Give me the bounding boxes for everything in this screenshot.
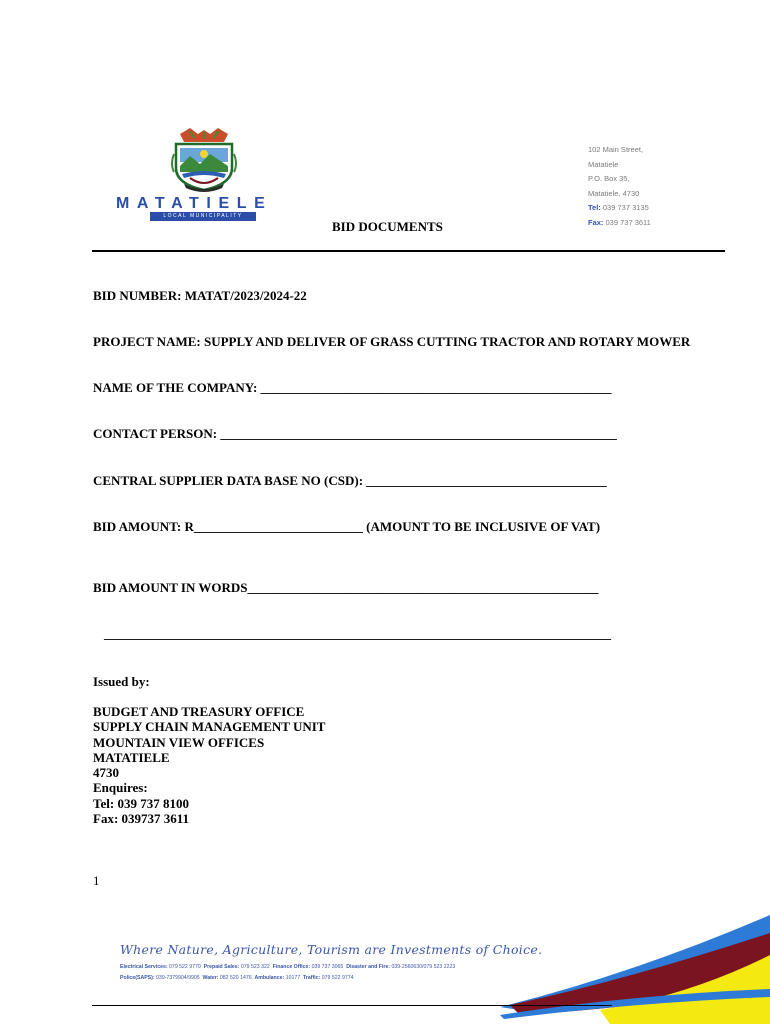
fax-label: Fax: (588, 217, 604, 227)
contact-label: Prepaid Sales: (203, 964, 240, 970)
issuer-line: 4730 (93, 765, 119, 781)
bid-number: BID NUMBER: MATAT/2023/2024-22 (93, 288, 307, 303)
bid-amount-words-continuation[interactable]: ______________________________________________________________________________ (104, 626, 611, 641)
document-title: BID DOCUMENTS (332, 219, 443, 234)
issued-by-label: Issued by: (93, 674, 150, 689)
address-fax (588, 216, 651, 231)
header-divider (92, 250, 725, 252)
contact-value: 039-7379904/9905 (156, 975, 200, 981)
contact-person-field[interactable]: CONTACT PERSON: _____________________________________________________________ (93, 426, 617, 441)
issuer-line: BUDGET AND TREASURY OFFICE (93, 704, 305, 719)
address-line: 102 Main Street, (588, 145, 644, 154)
footer-contacts-row (120, 964, 455, 970)
contact-label: Finance Office: (272, 964, 311, 970)
contact-value: 039-2560630/079 523 2223 (391, 964, 456, 970)
company-name-field[interactable]: NAME OF THE COMPANY: ______________________________________________________ (93, 380, 612, 395)
issuer-block (93, 704, 325, 826)
contact-value: 079 522 9774 (321, 975, 354, 981)
bid-amount-field[interactable]: BID AMOUNT: R__________________________ (AMOUNT TO BE INCLUSIVE OF VAT) (93, 519, 601, 534)
bid-amount-words-field[interactable]: BID AMOUNT IN WORDS______________________________________________________ (93, 580, 599, 595)
issuer-line: MATATIELE (93, 749, 170, 765)
issuer-line: SUPPLY CHAIN MANAGEMENT UNIT (93, 719, 326, 735)
contact-label: Electrical Services: (120, 964, 168, 970)
contact-value: 10177 (285, 975, 301, 981)
issuer-line: Enquires: (93, 780, 148, 796)
footer-divider (92, 1005, 612, 1006)
contact-value: 039 737 3065 (311, 964, 344, 970)
contact-label: Traffic: (303, 975, 321, 981)
tel-label: Tel: (588, 203, 601, 213)
page-number: 1 (93, 873, 100, 888)
contact-value: 082 520 1476 (219, 975, 252, 981)
address-block (588, 143, 651, 231)
fax-value: 039 737 3611 (605, 217, 651, 227)
issuer-line: MOUNTAIN VIEW OFFICES (93, 734, 265, 750)
contact-label: Police(SAPS): (120, 975, 155, 981)
address-line: Matatiele, 4730 (588, 188, 640, 198)
contact-label: Water: (202, 975, 219, 981)
contact-value: 079 522 9770 (169, 964, 201, 970)
contact-label: Ambulance: (254, 975, 285, 981)
tel-value: 039 737 3135 (602, 203, 649, 213)
csd-number-field[interactable]: CENTRAL SUPPLIER DATA BASE NO (CSD): _____________________________________ (93, 473, 607, 488)
address-line: Matatiele (588, 159, 619, 169)
footer-contacts-row (120, 975, 354, 981)
footer-slogan: Where Nature, Agriculture, Tourism are Investments of Choice. (120, 942, 543, 957)
address-line: P.O. Box 35, (588, 174, 630, 184)
issuer-line: Tel: 039 737 8100 (93, 795, 189, 811)
logo-wordmark: MATATIELE (116, 195, 273, 212)
issuer-line: Fax: 039737 3611 (93, 811, 190, 827)
logo-subtitle: LOCAL MUNICIPALITY (150, 212, 256, 221)
project-name: PROJECT NAME: SUPPLY AND DELIVER OF GRASS CUTTING TRACTOR AND ROTARY MOWER (93, 334, 691, 349)
address-tel (588, 201, 651, 216)
footer-swoosh-graphic (480, 915, 770, 1024)
municipality-crest-icon (160, 128, 248, 194)
contact-label: Disaster and Fire: (346, 964, 391, 970)
contact-value: 079 523 322 (240, 964, 270, 970)
